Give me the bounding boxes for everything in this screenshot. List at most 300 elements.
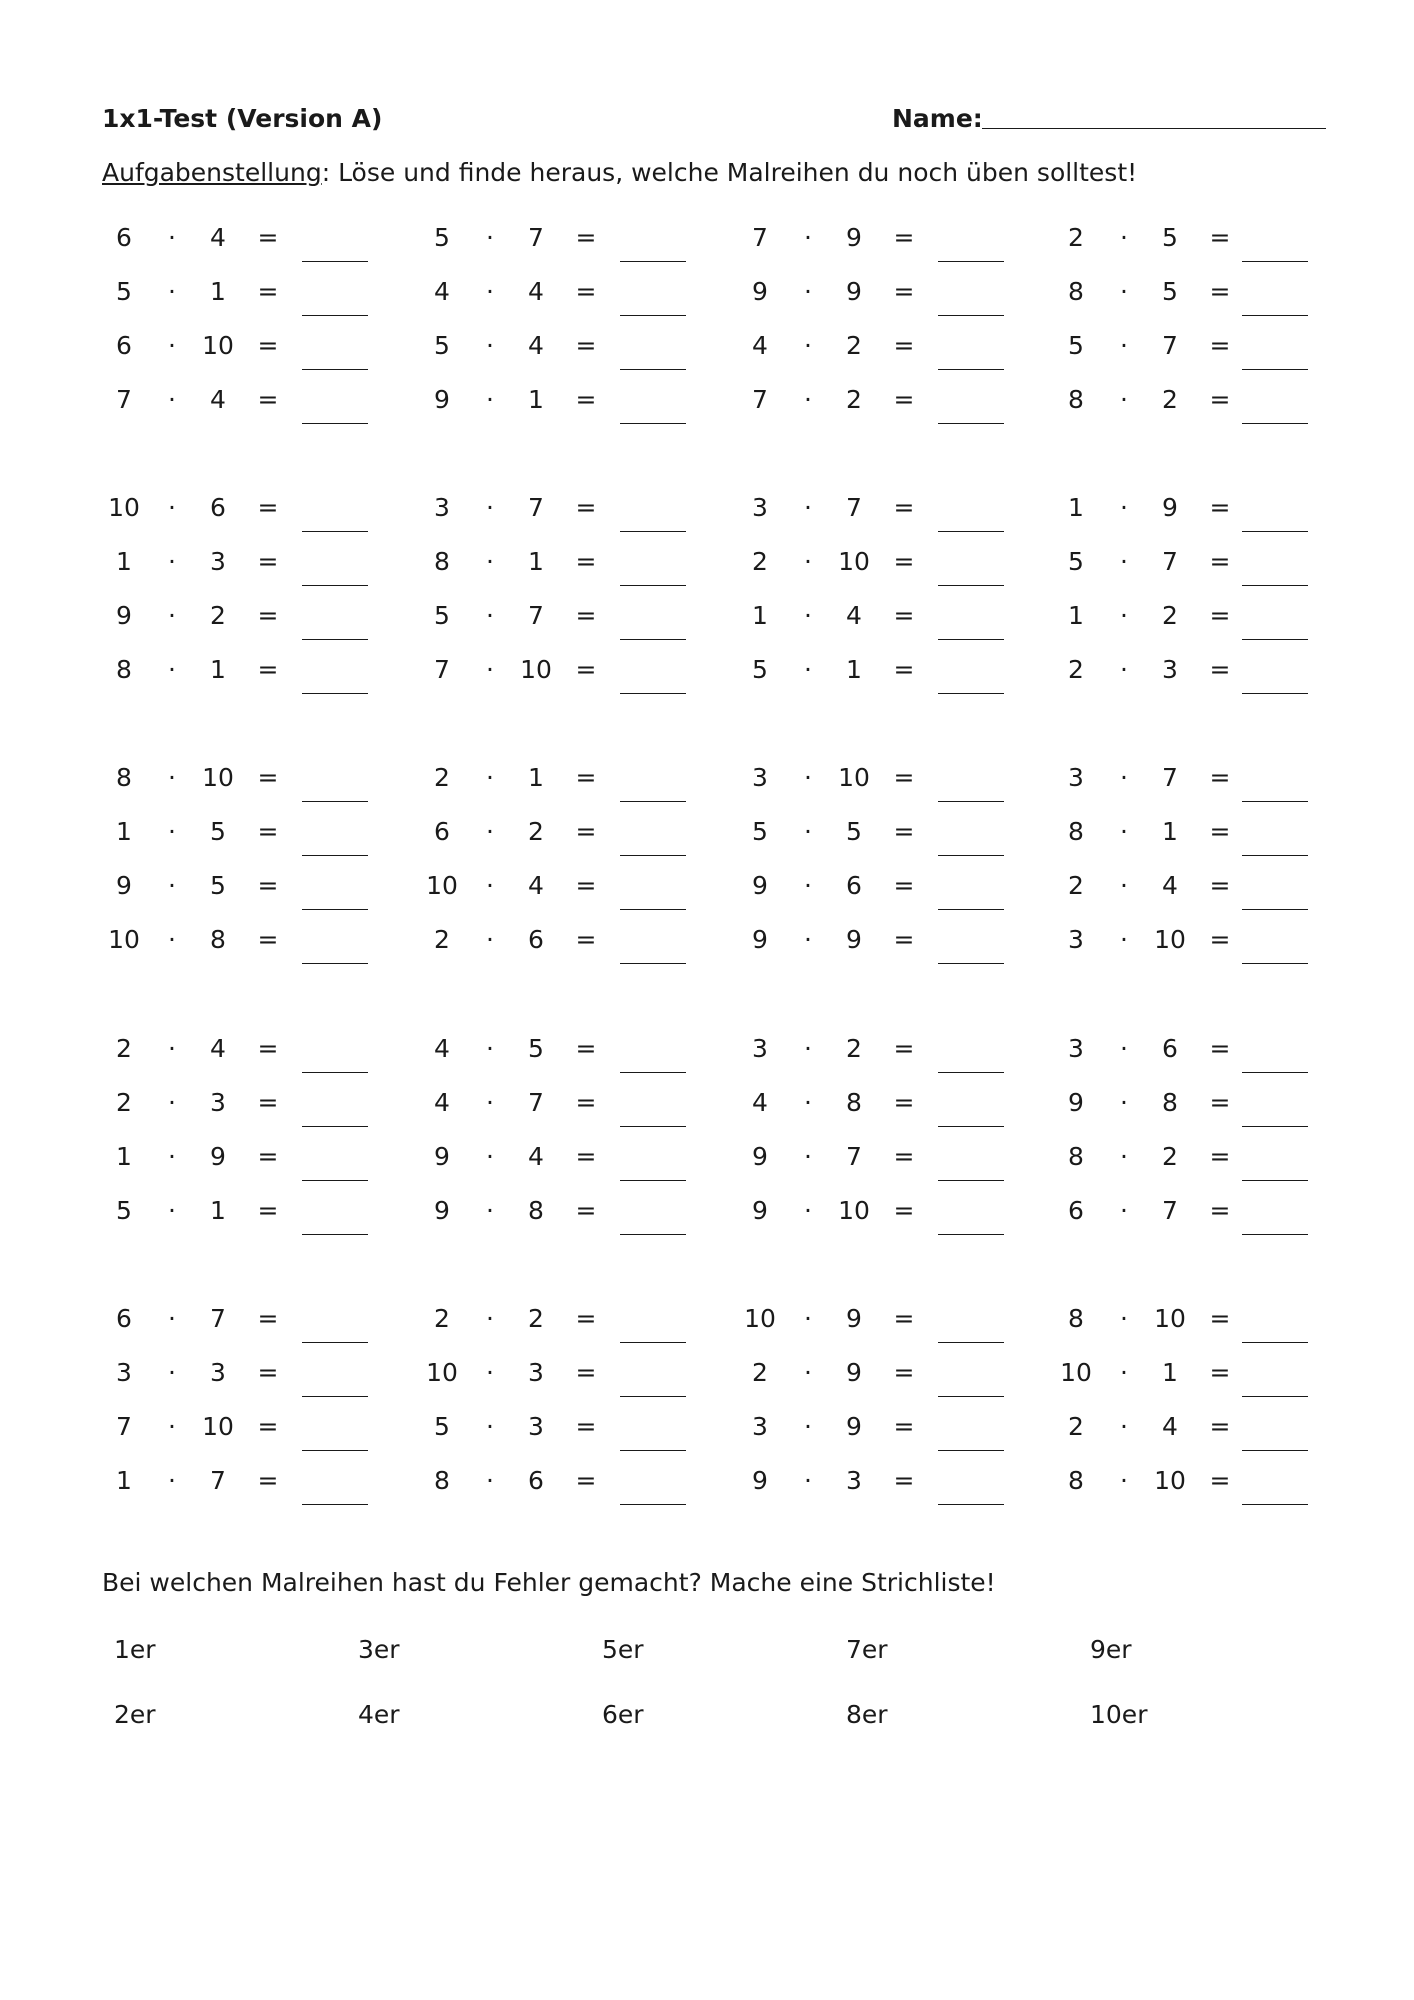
answer-blank[interactable]: [620, 693, 686, 694]
factor-a: 8: [116, 763, 132, 792]
answer-blank[interactable]: [302, 531, 368, 532]
equals-sign: =: [257, 1304, 279, 1333]
factor-b: 1: [846, 655, 862, 684]
factor-a: 2: [1068, 223, 1084, 252]
factor-b: 7: [846, 1142, 862, 1171]
answer-blank[interactable]: [620, 1396, 686, 1397]
factor-b: 2: [846, 1034, 862, 1063]
multiply-sign: ·: [804, 763, 812, 792]
factor-a: 3: [434, 493, 450, 522]
equals-sign: =: [257, 493, 279, 522]
equals-sign: =: [257, 1088, 279, 1117]
answer-blank[interactable]: [938, 1396, 1004, 1397]
factor-b: 8: [210, 925, 226, 954]
factor-b: 2: [528, 817, 544, 846]
answer-blank[interactable]: [1242, 423, 1308, 424]
equals-sign: =: [893, 223, 915, 252]
multiply-sign: ·: [486, 655, 494, 684]
factor-a: 1: [116, 817, 132, 846]
multiply-sign: ·: [486, 1142, 494, 1171]
answer-blank[interactable]: [1242, 801, 1308, 802]
equals-sign: =: [575, 1034, 597, 1063]
equals-sign: =: [575, 331, 597, 360]
factor-a: 1: [116, 1466, 132, 1495]
equals-sign: =: [893, 1412, 915, 1441]
factor-b: 10: [1154, 925, 1186, 954]
multiply-sign: ·: [486, 817, 494, 846]
answer-blank[interactable]: [938, 909, 1004, 910]
factor-a: 3: [752, 763, 768, 792]
tally-item: 3er: [358, 1635, 400, 1664]
equals-sign: =: [575, 1466, 597, 1495]
answer-blank[interactable]: [1242, 909, 1308, 910]
factor-a: 10: [426, 1358, 458, 1387]
factor-b: 8: [846, 1088, 862, 1117]
answer-blank[interactable]: [620, 1126, 686, 1127]
multiply-sign: ·: [804, 1196, 812, 1225]
factor-b: 4: [528, 331, 544, 360]
factor-b: 2: [846, 331, 862, 360]
equals-sign: =: [1209, 1034, 1231, 1063]
answer-blank[interactable]: [620, 315, 686, 316]
answer-blank[interactable]: [302, 315, 368, 316]
factor-b: 4: [846, 601, 862, 630]
answer-blank[interactable]: [1242, 315, 1308, 316]
factor-b: 4: [210, 223, 226, 252]
factor-a: 5: [1068, 547, 1084, 576]
multiply-sign: ·: [804, 1088, 812, 1117]
equals-sign: =: [575, 1412, 597, 1441]
factor-a: 4: [752, 1088, 768, 1117]
equals-sign: =: [893, 817, 915, 846]
factor-b: 7: [210, 1466, 226, 1495]
instruction-heading: Aufgabenstellung: [102, 158, 322, 187]
equals-sign: =: [1209, 1358, 1231, 1387]
multiply-sign: ·: [486, 223, 494, 252]
answer-blank[interactable]: [620, 1450, 686, 1451]
answer-blank[interactable]: [938, 1450, 1004, 1451]
multiply-sign: ·: [1120, 277, 1128, 306]
multiply-sign: ·: [486, 1358, 494, 1387]
equals-sign: =: [257, 277, 279, 306]
answer-blank[interactable]: [620, 1234, 686, 1235]
equals-sign: =: [257, 385, 279, 414]
answer-blank[interactable]: [938, 1234, 1004, 1235]
factor-a: 5: [1068, 331, 1084, 360]
factor-a: 2: [434, 1304, 450, 1333]
factor-b: 1: [1162, 817, 1178, 846]
equals-sign: =: [1209, 871, 1231, 900]
equals-sign: =: [1209, 817, 1231, 846]
answer-blank[interactable]: [302, 693, 368, 694]
tally-item: 1er: [114, 1635, 156, 1664]
answer-blank[interactable]: [620, 531, 686, 532]
factor-a: 7: [752, 385, 768, 414]
answer-blank[interactable]: [1242, 1504, 1308, 1505]
factor-a: 5: [434, 601, 450, 630]
answer-blank[interactable]: [938, 963, 1004, 964]
factor-b: 10: [838, 547, 870, 576]
answer-blank[interactable]: [620, 261, 686, 262]
factor-b: 9: [846, 1412, 862, 1441]
factor-b: 2: [1162, 385, 1178, 414]
multiply-sign: ·: [804, 1304, 812, 1333]
answer-blank[interactable]: [938, 369, 1004, 370]
factor-a: 8: [116, 655, 132, 684]
multiply-sign: ·: [804, 1358, 812, 1387]
equals-sign: =: [257, 1034, 279, 1063]
factor-a: 10: [744, 1304, 776, 1333]
answer-blank[interactable]: [620, 369, 686, 370]
answer-blank[interactable]: [302, 1072, 368, 1073]
answer-blank[interactable]: [938, 693, 1004, 694]
equals-sign: =: [257, 817, 279, 846]
answer-blank[interactable]: [302, 423, 368, 424]
multiply-sign: ·: [486, 925, 494, 954]
multiply-sign: ·: [168, 1358, 176, 1387]
factor-b: 3: [210, 1358, 226, 1387]
multiply-sign: ·: [168, 223, 176, 252]
multiply-sign: ·: [1120, 1358, 1128, 1387]
answer-blank[interactable]: [620, 801, 686, 802]
answer-blank[interactable]: [302, 585, 368, 586]
factor-a: 2: [116, 1034, 132, 1063]
factor-b: 9: [846, 925, 862, 954]
multiply-sign: ·: [486, 493, 494, 522]
equals-sign: =: [575, 763, 597, 792]
multiply-sign: ·: [168, 871, 176, 900]
factor-a: 5: [116, 277, 132, 306]
answer-blank[interactable]: [620, 1180, 686, 1181]
factor-a: 1: [116, 547, 132, 576]
equals-sign: =: [1209, 385, 1231, 414]
equals-sign: =: [893, 601, 915, 630]
factor-a: 1: [752, 601, 768, 630]
multiply-sign: ·: [486, 601, 494, 630]
factor-a: 8: [1068, 1304, 1084, 1333]
answer-blank[interactable]: [620, 1072, 686, 1073]
equals-sign: =: [575, 817, 597, 846]
factor-b: 7: [528, 1088, 544, 1117]
factor-a: 3: [1068, 1034, 1084, 1063]
answer-blank[interactable]: [1242, 1072, 1308, 1073]
multiply-sign: ·: [486, 547, 494, 576]
multiply-sign: ·: [168, 817, 176, 846]
factor-b: 6: [528, 1466, 544, 1495]
tally-item: 10er: [1090, 1700, 1148, 1729]
multiply-sign: ·: [804, 547, 812, 576]
factor-b: 3: [210, 1088, 226, 1117]
multiply-sign: ·: [486, 1304, 494, 1333]
factor-b: 10: [202, 1412, 234, 1441]
answer-blank[interactable]: [938, 855, 1004, 856]
answer-blank[interactable]: [302, 1234, 368, 1235]
answer-blank[interactable]: [1242, 261, 1308, 262]
multiply-sign: ·: [1120, 601, 1128, 630]
equals-sign: =: [575, 871, 597, 900]
multiply-sign: ·: [1120, 817, 1128, 846]
factor-a: 5: [434, 331, 450, 360]
multiply-sign: ·: [168, 763, 176, 792]
equals-sign: =: [1209, 547, 1231, 576]
multiply-sign: ·: [168, 1196, 176, 1225]
answer-blank[interactable]: [620, 1342, 686, 1343]
equals-sign: =: [1209, 925, 1231, 954]
factor-b: 9: [846, 1358, 862, 1387]
answer-blank[interactable]: [302, 1504, 368, 1505]
factor-b: 2: [1162, 601, 1178, 630]
factor-a: 3: [1068, 763, 1084, 792]
answer-blank[interactable]: [938, 315, 1004, 316]
factor-b: 8: [1162, 1088, 1178, 1117]
equals-sign: =: [257, 1412, 279, 1441]
factor-a: 2: [752, 1358, 768, 1387]
answer-blank[interactable]: [938, 423, 1004, 424]
answer-blank[interactable]: [938, 801, 1004, 802]
factor-a: 5: [752, 817, 768, 846]
multiply-sign: ·: [486, 1412, 494, 1441]
answer-blank[interactable]: [620, 585, 686, 586]
equals-sign: =: [893, 1466, 915, 1495]
factor-b: 7: [528, 601, 544, 630]
equals-sign: =: [893, 385, 915, 414]
factor-a: 7: [752, 223, 768, 252]
multiply-sign: ·: [1120, 331, 1128, 360]
factor-a: 9: [752, 1142, 768, 1171]
answer-blank[interactable]: [1242, 693, 1308, 694]
equals-sign: =: [893, 331, 915, 360]
equals-sign: =: [1209, 601, 1231, 630]
answer-blank[interactable]: [620, 1504, 686, 1505]
equals-sign: =: [893, 871, 915, 900]
factor-a: 5: [752, 655, 768, 684]
factor-b: 3: [210, 547, 226, 576]
multiply-sign: ·: [804, 331, 812, 360]
factor-a: 9: [116, 601, 132, 630]
answer-blank[interactable]: [620, 963, 686, 964]
factor-b: 2: [528, 1304, 544, 1333]
equals-sign: =: [893, 1196, 915, 1225]
factor-a: 3: [752, 1412, 768, 1441]
factor-a: 10: [1060, 1358, 1092, 1387]
factor-b: 1: [528, 763, 544, 792]
answer-blank[interactable]: [938, 531, 1004, 532]
answer-blank[interactable]: [620, 639, 686, 640]
answer-blank[interactable]: [1242, 963, 1308, 964]
factor-a: 8: [1068, 1466, 1084, 1495]
factor-b: 6: [528, 925, 544, 954]
multiply-sign: ·: [168, 493, 176, 522]
multiply-sign: ·: [486, 763, 494, 792]
factor-a: 6: [434, 817, 450, 846]
equals-sign: =: [257, 763, 279, 792]
multiply-sign: ·: [486, 1466, 494, 1495]
answer-blank[interactable]: [1242, 369, 1308, 370]
factor-b: 1: [210, 277, 226, 306]
factor-b: 9: [210, 1142, 226, 1171]
equals-sign: =: [575, 223, 597, 252]
factor-a: 9: [752, 871, 768, 900]
answer-blank[interactable]: [302, 855, 368, 856]
factor-a: 6: [116, 223, 132, 252]
equals-sign: =: [257, 547, 279, 576]
multiply-sign: ·: [168, 1412, 176, 1441]
factor-b: 3: [528, 1412, 544, 1441]
equals-sign: =: [575, 493, 597, 522]
answer-blank[interactable]: [1242, 585, 1308, 586]
factor-a: 4: [434, 1088, 450, 1117]
answer-blank[interactable]: [938, 585, 1004, 586]
tally-item: 8er: [846, 1700, 888, 1729]
factor-b: 3: [846, 1466, 862, 1495]
equals-sign: =: [1209, 1088, 1231, 1117]
factor-b: 7: [1162, 331, 1178, 360]
multiply-sign: ·: [1120, 1304, 1128, 1333]
answer-blank[interactable]: [302, 369, 368, 370]
answer-blank[interactable]: [1242, 1396, 1308, 1397]
factor-b: 7: [1162, 547, 1178, 576]
equals-sign: =: [257, 331, 279, 360]
equals-sign: =: [575, 925, 597, 954]
factor-a: 5: [116, 1196, 132, 1225]
multiply-sign: ·: [1120, 1412, 1128, 1441]
multiply-sign: ·: [1120, 655, 1128, 684]
equals-sign: =: [257, 1196, 279, 1225]
answer-blank[interactable]: [1242, 1234, 1308, 1235]
multiply-sign: ·: [1120, 385, 1128, 414]
answer-blank[interactable]: [302, 1450, 368, 1451]
equals-sign: =: [257, 1466, 279, 1495]
factor-a: 2: [1068, 871, 1084, 900]
answer-blank[interactable]: [1242, 1180, 1308, 1181]
equals-sign: =: [575, 1142, 597, 1171]
factor-b: 2: [1162, 1142, 1178, 1171]
equals-sign: =: [575, 1088, 597, 1117]
multiply-sign: ·: [1120, 547, 1128, 576]
multiply-sign: ·: [168, 601, 176, 630]
factor-a: 1: [1068, 493, 1084, 522]
answer-blank[interactable]: [1242, 639, 1308, 640]
factor-a: 8: [1068, 277, 1084, 306]
equals-sign: =: [257, 925, 279, 954]
multiply-sign: ·: [168, 331, 176, 360]
answer-blank[interactable]: [302, 963, 368, 964]
factor-a: 9: [752, 1196, 768, 1225]
answer-blank[interactable]: [938, 261, 1004, 262]
equals-sign: =: [1209, 331, 1231, 360]
multiply-sign: ·: [1120, 223, 1128, 252]
answer-blank[interactable]: [302, 801, 368, 802]
multiply-sign: ·: [1120, 1034, 1128, 1063]
factor-b: 6: [1162, 1034, 1178, 1063]
tally-item: 2er: [114, 1700, 156, 1729]
factor-a: 6: [116, 331, 132, 360]
answer-blank[interactable]: [1242, 1126, 1308, 1127]
instruction-text: : Löse und finde heraus, welche Malreihen du noch üben solltest!: [321, 158, 1138, 187]
factor-b: 4: [210, 1034, 226, 1063]
answer-blank[interactable]: [938, 1180, 1004, 1181]
equals-sign: =: [575, 655, 597, 684]
equals-sign: =: [893, 1088, 915, 1117]
answer-blank[interactable]: [302, 639, 368, 640]
answer-blank[interactable]: [938, 1342, 1004, 1343]
equals-sign: =: [893, 763, 915, 792]
factor-b: 10: [1154, 1466, 1186, 1495]
factor-a: 5: [434, 1412, 450, 1441]
equals-sign: =: [893, 493, 915, 522]
multiply-sign: ·: [168, 655, 176, 684]
tally-item: 9er: [1090, 1635, 1132, 1664]
answer-blank[interactable]: [1242, 1450, 1308, 1451]
multiply-sign: ·: [804, 385, 812, 414]
equals-sign: =: [893, 925, 915, 954]
factor-a: 5: [434, 223, 450, 252]
factor-a: 10: [108, 925, 140, 954]
factor-b: 1: [528, 385, 544, 414]
factor-a: 3: [1068, 925, 1084, 954]
answer-blank[interactable]: [1242, 1342, 1308, 1343]
factor-a: 2: [434, 763, 450, 792]
factor-b: 4: [1162, 1412, 1178, 1441]
answer-blank[interactable]: [302, 1126, 368, 1127]
multiply-sign: ·: [1120, 1196, 1128, 1225]
equals-sign: =: [1209, 1196, 1231, 1225]
equals-sign: =: [1209, 1466, 1231, 1495]
answer-blank[interactable]: [302, 261, 368, 262]
factor-b: 7: [528, 223, 544, 252]
multiply-sign: ·: [804, 1466, 812, 1495]
multiply-sign: ·: [1120, 1088, 1128, 1117]
worksheet-title: 1x1-Test (Version A): [102, 104, 383, 133]
factor-a: 9: [116, 871, 132, 900]
answer-blank[interactable]: [620, 909, 686, 910]
factor-b: 4: [528, 1142, 544, 1171]
factor-a: 9: [434, 1142, 450, 1171]
answer-blank[interactable]: [302, 1342, 368, 1343]
factor-a: 1: [1068, 601, 1084, 630]
answer-blank[interactable]: [620, 423, 686, 424]
factor-a: 2: [752, 547, 768, 576]
factor-a: 10: [108, 493, 140, 522]
multiply-sign: ·: [486, 871, 494, 900]
equals-sign: =: [893, 277, 915, 306]
answer-blank[interactable]: [302, 909, 368, 910]
equals-sign: =: [257, 601, 279, 630]
answer-blank[interactable]: [302, 1180, 368, 1181]
factor-b: 9: [1162, 493, 1178, 522]
equals-sign: =: [1209, 1412, 1231, 1441]
answer-blank[interactable]: [938, 1072, 1004, 1073]
equals-sign: =: [893, 547, 915, 576]
answer-blank[interactable]: [938, 1504, 1004, 1505]
factor-b: 5: [528, 1034, 544, 1063]
answer-blank[interactable]: [1242, 855, 1308, 856]
factor-b: 4: [1162, 871, 1178, 900]
factor-b: 3: [528, 1358, 544, 1387]
factor-a: 8: [1068, 1142, 1084, 1171]
factor-b: 5: [210, 871, 226, 900]
answer-blank[interactable]: [1242, 531, 1308, 532]
factor-b: 10: [520, 655, 552, 684]
answer-blank[interactable]: [938, 1126, 1004, 1127]
multiply-sign: ·: [168, 1304, 176, 1333]
tally-question: Bei welchen Malreihen hast du Fehler gemacht? Mache eine Strichliste!: [102, 1568, 996, 1597]
answer-blank[interactable]: [620, 855, 686, 856]
answer-blank[interactable]: [302, 1396, 368, 1397]
factor-b: 4: [210, 385, 226, 414]
answer-blank[interactable]: [938, 639, 1004, 640]
multiply-sign: ·: [804, 1412, 812, 1441]
